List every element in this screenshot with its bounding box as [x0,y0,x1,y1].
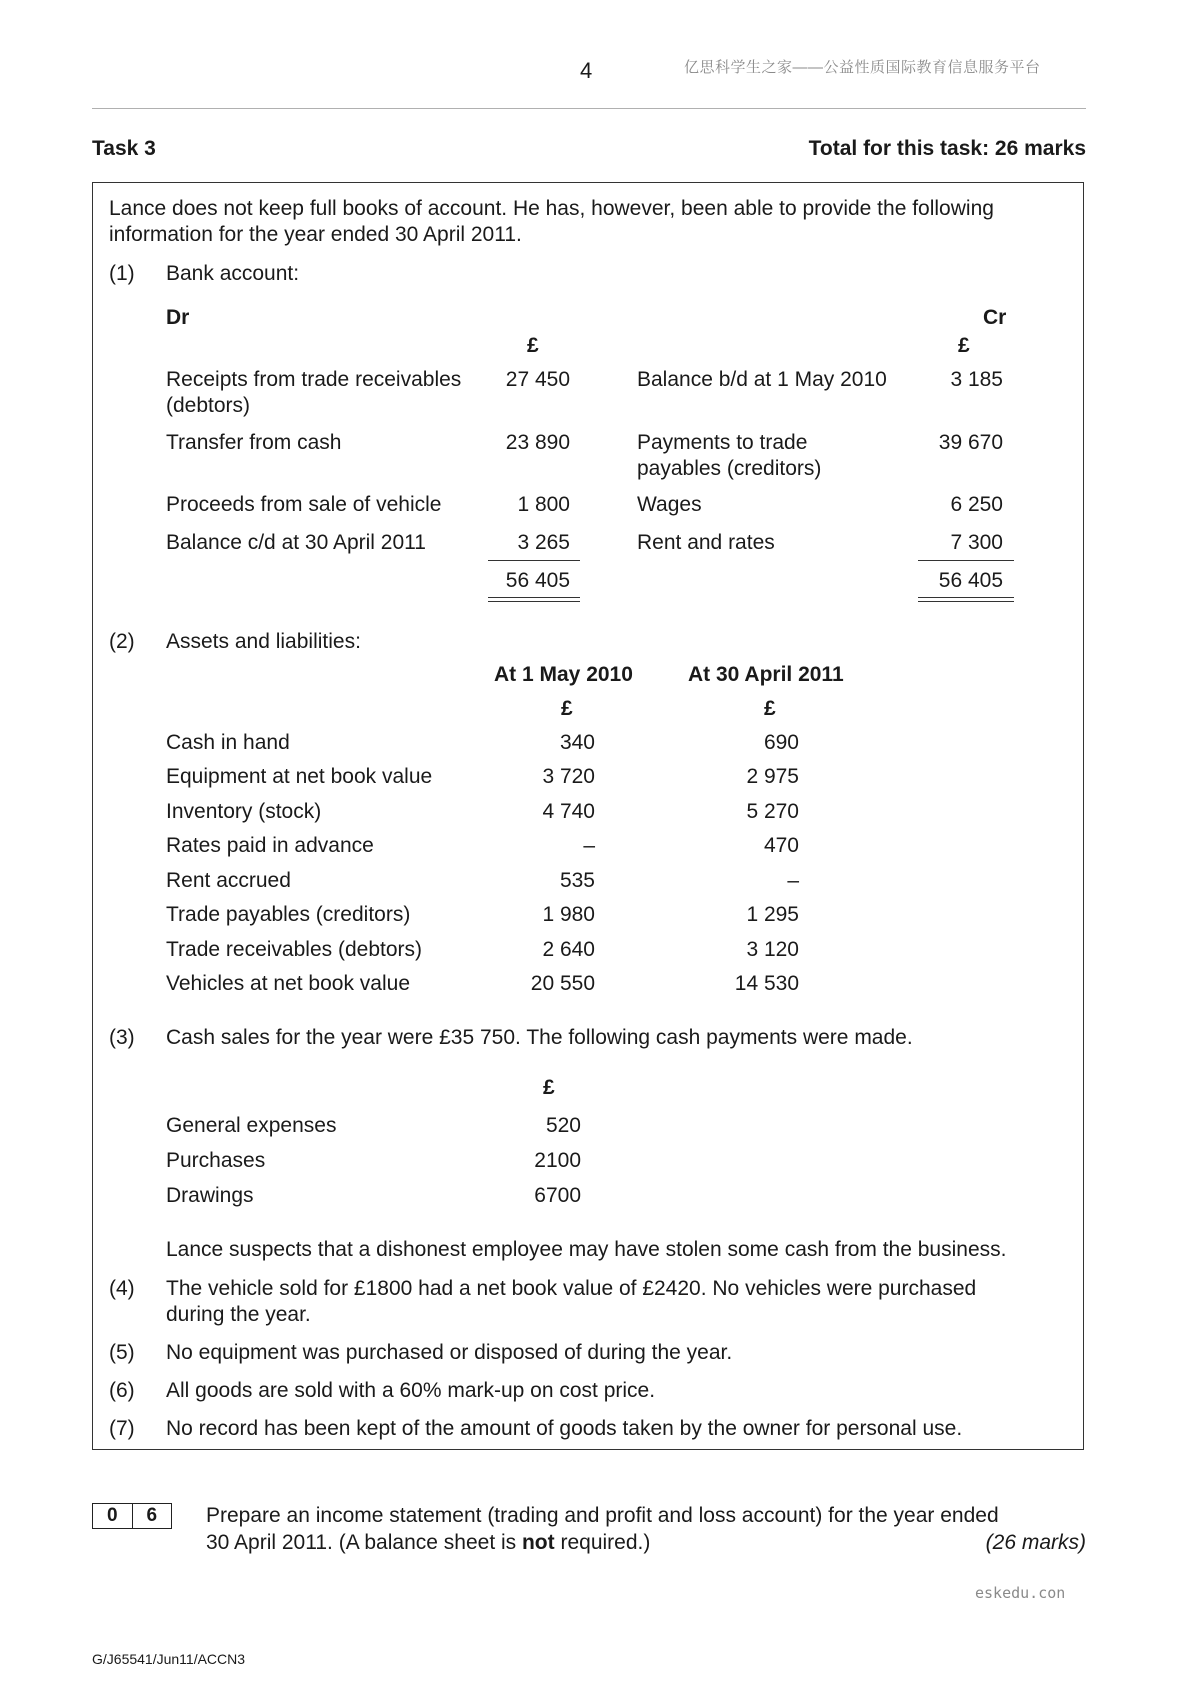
asset-value-2010: 20 550 [530,972,595,995]
question-number-box [92,1503,172,1529]
note-equipment: No equipment was purchased or disposed of during the year. [166,1341,733,1364]
assets-column-1-heading: At 1 May 2010 [494,663,633,686]
assets-title: Assets and liabilities: [166,630,361,653]
credit-amount: 6 250 [950,493,1003,516]
assets-column-2-currency: £ [764,697,776,720]
asset-label: Cash in hand [166,731,290,754]
credit-label: Payments to trade [637,431,808,454]
credit-heading: Cr [983,306,1007,329]
header-rule [92,108,1086,109]
debit-total-rule-2 [488,601,580,602]
item-number-6: (6) [109,1379,135,1402]
intro-line-2: information for the year ended 30 April 2011. [109,223,522,246]
cash-payment-amount: 520 [545,1114,581,1137]
bank-account-title: Bank account: [166,262,300,285]
debit-currency: £ [527,334,539,357]
asset-value-2011: 3 120 [746,938,799,961]
asset-label: Inventory (stock) [166,800,322,823]
item-number-3: (3) [109,1026,135,1049]
cash-sales-text: Cash sales for the year were £35 750. The following cash payments were made. [166,1026,913,1049]
asset-value-2010: 535 [559,869,595,892]
asset-value-2011: 5 270 [746,800,799,823]
asset-label: Vehicles at net book value [166,972,411,995]
task-total-marks: Total for this task: 26 marks [808,137,1086,160]
cash-payment-label: Drawings [166,1184,254,1207]
debit-amount: 27 450 [505,368,570,391]
asset-value-2010: 2 640 [542,938,595,961]
debit-label: Balance c/d at 30 April 2011 [166,531,426,554]
debit-label: Proceeds from sale of vehicle [166,493,442,516]
note-vehicle-cont: during the year. [166,1303,311,1326]
question-marks: (26 marks) [985,1531,1086,1554]
task-title: Task 3 [92,137,156,160]
asset-value-2011: 470 [763,834,799,857]
credit-label: Balance b/d at 1 May 2010 [637,368,887,391]
debit-label-cont: (debtors) [166,394,251,417]
question-line-2-emphasis: not [521,1531,555,1554]
question-digit-2: 6 [146,1505,158,1526]
cash-currency: £ [543,1076,555,1099]
debit-total-rule-1 [488,597,580,598]
assets-column-2-heading: At 30 April 2011 [688,663,844,686]
item-number-4: (4) [109,1277,135,1300]
assets-column-1-currency: £ [561,697,573,720]
credit-total: 56 405 [938,569,1003,592]
asset-value-2011: 14 530 [734,972,799,995]
asset-label: Equipment at net book value [166,765,433,788]
question-line-2-part-b: required.) [554,1531,651,1554]
asset-label: Rates paid in advance [166,834,374,857]
asset-value-2011: 690 [763,731,799,754]
credit-total-rule-2 [918,601,1014,602]
credit-subtotal-rule [918,560,1014,561]
asset-label: Rent accrued [166,869,291,892]
debit-total: 56 405 [505,569,570,592]
credit-amount: 39 670 [938,431,1003,454]
debit-heading: Dr [166,306,190,329]
credit-label-cont: payables (creditors) [637,457,822,480]
asset-label: Trade receivables (debtors) [166,938,422,961]
debit-amount: 3 265 [517,531,570,554]
credit-currency: £ [958,334,970,357]
asset-value-2010: 3 720 [542,765,595,788]
debit-label: Receipts from trade receivables [166,368,462,391]
asset-value-2010: 340 [559,731,595,754]
credit-label: Rent and rates [637,531,775,554]
cash-payment-amount: 6700 [534,1184,581,1207]
credit-amount: 7 300 [950,531,1003,554]
question-digit-1: 0 [93,1504,133,1528]
item-number-7: (7) [109,1417,135,1440]
cash-payment-label: General expenses [166,1114,337,1137]
debit-amount: 1 800 [517,493,570,516]
debit-amount: 23 890 [505,431,570,454]
note-drawings: No record has been kept of the amount of goods taken by the owner for personal use. [166,1417,963,1440]
asset-value-2010: 4 740 [542,800,595,823]
credit-label: Wages [637,493,702,516]
question-line-2-part-a: 30 April 2011. (A balance sheet is [206,1531,522,1554]
debit-label: Transfer from cash [166,431,342,454]
footer-watermark: eskedu.con [975,1584,1066,1602]
intro-line-1: Lance does not keep full books of account. He has, however, been able to provide the following [109,197,994,220]
item-number-5: (5) [109,1341,135,1364]
cash-payment-label: Purchases [166,1149,266,1172]
header-watermark: 亿思科学生之家——公益性质国际教育信息服务平台 [684,59,1041,76]
page-number: 4 [580,58,593,83]
debit-subtotal-rule [488,560,580,561]
asset-value-2011: – [787,869,799,892]
note-markup: All goods are sold with a 60% mark-up on cost price. [166,1379,656,1402]
credit-amount: 3 185 [950,368,1003,391]
asset-label: Trade payables (creditors) [166,903,411,926]
paper-code: G/J65541/Jun11/ACCN3 [92,1651,246,1667]
asset-value-2011: 1 295 [746,903,799,926]
question-line-2 [206,1530,650,1556]
item-number-2: (2) [109,630,135,653]
suspected-theft-note: Lance suspects that a dishonest employee may have stolen some cash from the business. [166,1238,1007,1261]
note-vehicle: The vehicle sold for £1800 had a net book value of £2420. No vehicles were purchased [166,1277,977,1300]
item-number-1: (1) [109,262,135,285]
cash-payment-amount: 2100 [534,1149,581,1172]
asset-value-2010: 1 980 [542,903,595,926]
credit-total-rule-1 [918,597,1014,598]
question-line-1: Prepare an income statement (trading and profit and loss account) for the year ended [206,1504,999,1527]
asset-value-2011: 2 975 [746,765,799,788]
asset-value-2010: – [583,834,595,857]
